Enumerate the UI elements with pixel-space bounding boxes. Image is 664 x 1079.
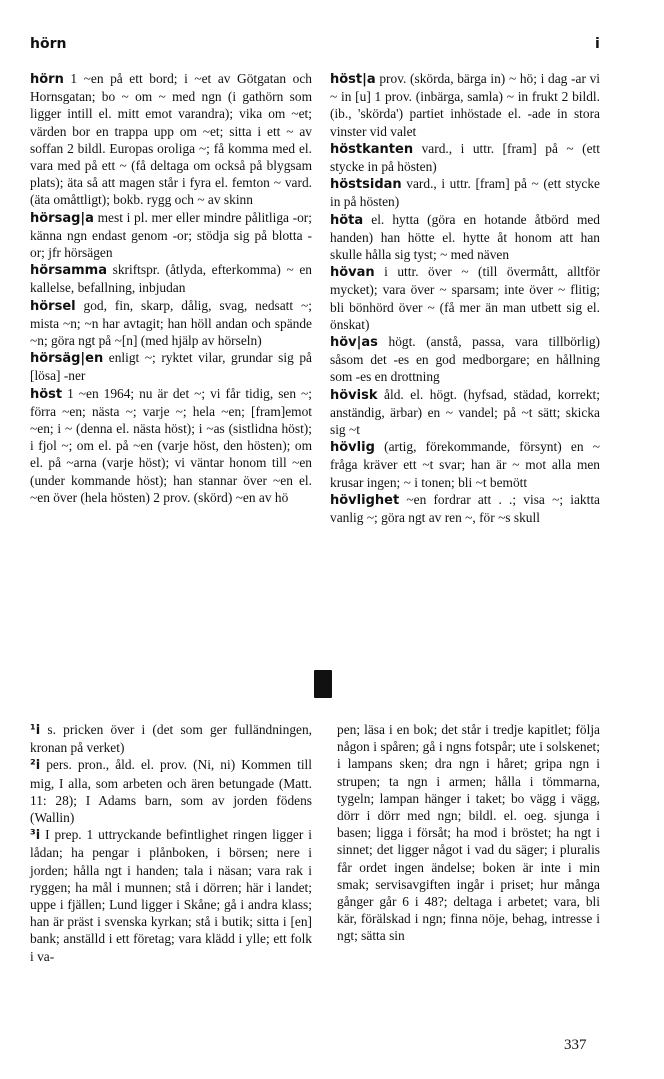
entry-text: pers. pron., åld. el. prov. (Ni, ni) Kommen till mig, I alla, som arbeten och ären betungade (Matt. 11: 28); I Adams barn, som av jorden födens (Wallin) <box>30 757 312 826</box>
entry-text: (artig, förekommande, försynt) en ~ fråga kräver ett ~t svar; han är ~ mot alla men krusar ingen; ~ i tonen; bli ~t bemött <box>330 439 600 490</box>
entry-text: pen; läsa i en bok; det står i tredje kapitlet; följa någon i spåren; gå i ngns fotspår; ute i solskenet; i lampans sken; dra ngn i håret; gripa ngn i strupen; ta ngn i armen; hålla i tömmarna, tygeln; lampan hänger i taket; bo vägg i vägg, dörr i dörr med ngn; bildl. el. oeg. sjunga i basen; ligga i försåt; ha mod i bröstet; ha ngt i sinnet; det ligger något i vad du säger; i pluralis får ordet ingen ändelse; boken är inte i min smak; servisavgiften ingår i priset; hur många gånger går 6 i 48?; deltaga i arbetet; vara, bli kär, förälskad i ngn; finna nöje, behag, intresse i ngt; sätta sin <box>337 722 600 944</box>
headword: höstkanten <box>330 141 414 157</box>
entry-text: åld. el. högt. (hyfsad, städad, korrekt; anständig, ärbar) en ~ vandel; på ~t sätt; skicka sig ~t <box>330 386 600 438</box>
headword: hövan <box>330 265 375 281</box>
dictionary-entry <box>330 491 600 526</box>
dictionary-entry <box>30 756 312 826</box>
headword: ³i <box>30 828 41 844</box>
dictionary-entry <box>330 211 600 264</box>
dictionary-entry <box>30 261 312 296</box>
headword: höv|as <box>330 335 378 351</box>
entry-text: el. hytta (göra en hotande åtbörd med handen) han hötte el. hytte åt honom att han skulle hålla sig tyst; ~ med näven <box>330 211 600 263</box>
dictionary-entry <box>30 70 312 209</box>
dictionary-entry <box>330 386 600 439</box>
entry-text: 1 ~en på ett bord; i ~et av Götgatan och Hornsgatan; bo ~ om ~ med ngn (i gathörn som ligger intill el. mitt emot varandra); vika om ~et; värden bor en trappa upp om ~et; sitta i ett ~ av soffan 2 bildl. Europas oroliga ~; få komma med el. vara med på ett ~ (få deltaga om också på blygsam plats); äta så att magen står i fyra el. femton ~ vard. (äta omåttligt); bokb. rygg och ~ av skinn <box>30 71 312 208</box>
column-bottom-left <box>30 721 312 965</box>
headword: hövisk <box>330 387 378 403</box>
headword: höstsidan <box>330 177 402 193</box>
entry-text: högt. (anstå, passa, vara tillbörlig) såsom det -es en god medborgare; en hållning som -es en drottning <box>330 334 600 385</box>
entry-text: ~en fordrar att . .; visa ~; iaktta vanlig ~; göra ngt av ren ~, för ~s skull <box>330 491 600 526</box>
headword: höst <box>30 386 63 402</box>
entry-text: vard., i uttr. [fram] på ~ (ett stycke in på hösten) <box>330 176 600 210</box>
dictionary-entry <box>30 721 312 756</box>
headword: hörsag|a <box>30 210 94 226</box>
dictionary-entry <box>330 333 600 386</box>
dictionary-entry <box>337 721 600 945</box>
entry-text: 1 ~en 1964; nu är det ~; vi får tidig, sen ~; förra ~en; nästa ~; varje ~; hela ~en; [fram]emot ~en; i ~ (denna el. nästa höst); i ~as (sistlidna höst); i fjol ~; om el. på ~en (varje höst, den hösten); om el. på ~arna (varje höst); vi väntar honom till ~en (under kommande höst); han stannar över ~en el. ~en över (hela hösten) 2 prov. (skörd) ~en av hö <box>30 385 312 505</box>
headword: ²i <box>30 758 41 774</box>
entry-text: god, fin, skarp, dålig, svag, nedsatt ~; mista ~n; ~n har avtagit; han höll andan och spände ~n; göra ngt på ~[n] (med hjälp av hörseln) <box>30 297 312 349</box>
dictionary-entry <box>330 438 600 491</box>
entry-text: enligt ~; ryktet vilar, grundar sig på [lösa] -ner <box>30 350 312 384</box>
column-top-right <box>330 70 600 526</box>
dictionary-entry <box>330 175 600 210</box>
section-letter <box>314 670 332 698</box>
headword: hörsel <box>30 298 76 314</box>
headword: hörn <box>30 72 64 87</box>
guide-word-right: i <box>595 36 600 52</box>
dictionary-entry <box>330 70 600 140</box>
page-number: 337 <box>564 1037 587 1053</box>
headword: hövlig <box>330 440 375 456</box>
headword: hövlighet <box>330 492 400 508</box>
column-top-left <box>30 70 312 506</box>
entry-text: I prep. 1 uttryckande befintlighet ringen ligger i lådan; ha pengar i plånboken, i börsen; nere i jorden; hålla ngt i handen; tala i näsan; vara rak i ryggen; ha mål i munnen; stå i dörren; här i landet; uppe i fjällen; Lund ligger i Skåne; gå i andra klass; han är präst i svenska kyrkan; stå i butik; sitta i [en] bank; anställd i ett företag; vara klädd i ylle; ett folk i va- <box>30 827 312 964</box>
entry-text: vard., i uttr. [fram] på ~ (ett stycke in på hösten) <box>330 140 600 175</box>
entry-text: s. pricken över i (det som ger fulländningen, kronan på verket) <box>30 722 312 756</box>
entry-text: skriftspr. (åtlyda, efterkomma) ~ en kallelse, befallning, inbjudan <box>30 262 312 296</box>
dictionary-entry <box>30 297 312 350</box>
headword: ¹i <box>30 723 41 738</box>
dictionary-entry <box>330 263 600 333</box>
column-bottom-right <box>337 721 600 945</box>
headword: hörsamma <box>30 263 107 279</box>
headword: höst|a <box>330 72 376 87</box>
entry-text: i uttr. över ~ (till övermått, alltför mycket); vara över ~ sparsam; inte över ~ flitig; bli bönhörd över ~ (få mer än man utbett sig el. önskat) <box>330 264 600 332</box>
dictionary-entry <box>30 826 312 965</box>
headword: höta <box>330 212 364 228</box>
dictionary-entry <box>30 385 312 506</box>
guide-word-left: hörn <box>30 36 67 52</box>
dictionary-entry <box>30 209 312 262</box>
entry-text: prov. (skörda, bärga in) ~ hö; i dag -ar vi ~ in [u] 1 prov. (inbärga, samla) ~ in frukt 2 bildl. (ib., 'skörda') partiet inhöstade el. -ade in stora vinster vid valet <box>330 71 600 139</box>
headword: hörsäg|en <box>30 351 104 367</box>
entry-text: mest i pl. mer eller mindre pålitliga -or; känna ngn endast genom -or; stödja sig på blotta -or; jfr hörsägen <box>30 209 312 261</box>
dictionary-entry <box>30 349 312 384</box>
dictionary-entry <box>330 140 600 175</box>
